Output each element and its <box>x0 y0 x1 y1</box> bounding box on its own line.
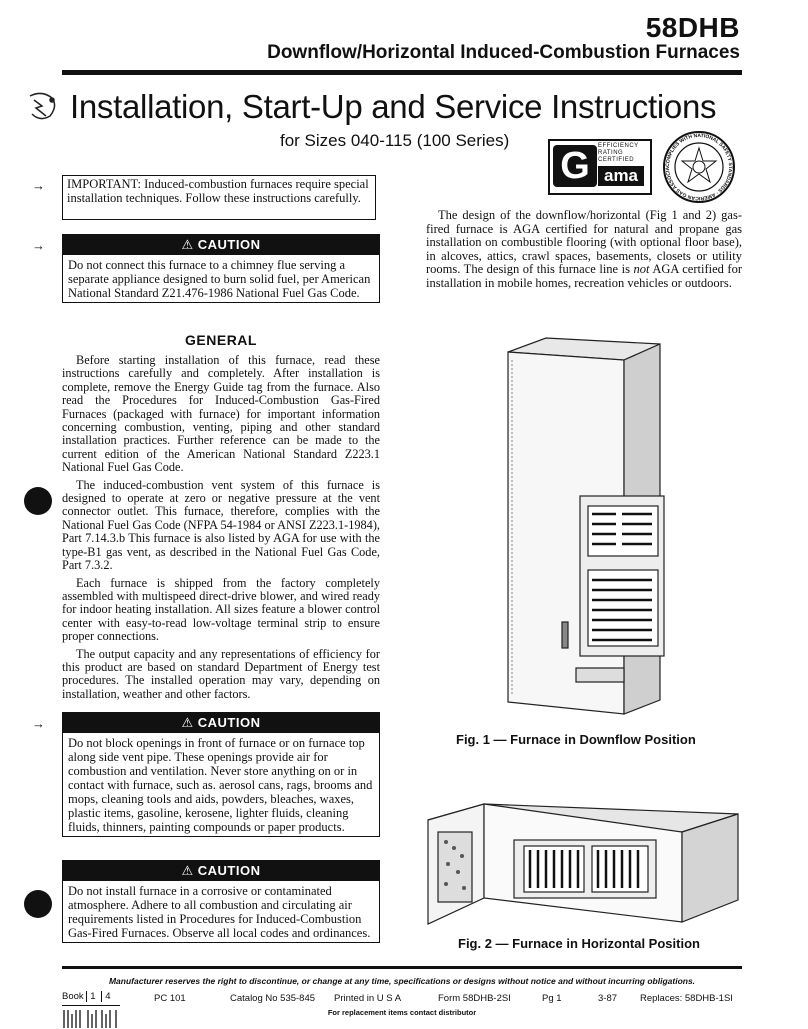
revision-dot <box>24 890 52 918</box>
footer-rule <box>62 966 742 969</box>
general-paragraph: The induced-combustion vent system of this furnace is designed to operate at zero or negative pressure at the vent connector outlet. This furnace, therefore, complies with the National Fuel Gas Code (NFPA 54-1984 or ANSI Z223.1-1984), Part 7.14.3.b This furnace is also listed by AGA for use with the type-B1 gas vent, as described in the National Fuel Gas Code, Part 7.3.2. <box>62 477 380 573</box>
general-section <box>62 354 380 705</box>
gama-g-letter: G <box>553 145 597 187</box>
section-heading-general: GENERAL <box>185 332 257 348</box>
furnace-horizontal-illustration <box>424 800 742 928</box>
caution-box-corrosive <box>62 860 380 943</box>
intro-paragraph: The design of the downflow/horizontal (Fig 1 and 2) gas-fired furnace is AGA certified for natural and propane gas installation on combustible flooring (with optional floor base), in alcoves, attics, crawl spaces, basements, closets or utility rooms. The design of this furnace line is not AGA certified for installation in mobile homes, recreation vehicles or outdoors. <box>426 208 742 290</box>
footer-form: Form 58DHB-2SI <box>438 993 511 1004</box>
aga-certification-seal <box>662 130 736 204</box>
book-tab-box: Book 1 4 <box>62 991 120 1006</box>
model-number: 58DHB <box>645 12 740 43</box>
gama-small-text: EFFICIENCY RATING CERTIFIED <box>598 143 639 163</box>
general-paragraph: Before starting installation of this furnace, read these instructions carefully and completely. After installation is complete, remove the Energy Guide tag from the furnace. Also read the Procedures for Induced-Combustion Gas-Fired Furnaces (packaged with furnace) for important information concerning combustion, venting, piping and other standard installation practices. Further reference can be made to the current edition of the American National Standard Z223.1 National Fuel Gas Code. <box>62 353 380 475</box>
gama-word: ama <box>598 166 644 186</box>
revision-arrow: → <box>32 178 45 193</box>
footer-printed: Printed in U S A <box>334 993 402 1004</box>
general-paragraph: The output capacity and any representations of efficiency for this product are based on standard Department of Energy test procedures. The installed operation may vary, depending on installation, weather and other factors. <box>62 646 380 701</box>
document-subtitle: Downflow/Horizontal Induced-Combustion Furnaces <box>267 42 740 63</box>
important-notice: IMPORTANT: Induced-combustion furnaces require special installation techniques. Follow these instructions carefully. <box>62 175 376 220</box>
general-paragraph: Each furnace is shipped from the factory completely assembled with multispeed direct-drive blower, and wired ready for indoor heating installation. All sizes feature a blower control center with easy-to-read low-voltage terminal strip to ensure proper connections. <box>62 575 380 644</box>
caution-text: Do not block openings in front of furnace or on furnace top along side vent pipe. These openings provide air for combustion and ventilation. Never store anything on or in contact with furnace, such as. aerosol cans, rags, brooms and mops, cleaning tools and aids, powders, bleaches, waxes, plastic items, gasoline, kerosene, lighter fluids, cleaning fluids, thinners, painting compounds or paper products. <box>68 736 373 834</box>
model-sizes: for Sizes 040-115 (100 Series) <box>280 131 510 150</box>
figure-2-caption: Fig. 2 — Furnace in Horizontal Position <box>458 936 700 951</box>
logo-mark-icon <box>22 90 62 124</box>
figure-1-caption: Fig. 1 — Furnace in Downflow Position <box>456 732 696 747</box>
caution-header: ⚠ CAUTION <box>63 713 379 733</box>
caution-box-chimney <box>62 234 380 303</box>
caution-text: Do not connect this furnace to a chimney flue serving a separate appliance designed to burn solid fuel, per American National Standard Z21.476-1986 National Fuel Gas Code. <box>68 258 371 300</box>
furnace-downflow-illustration <box>498 330 674 720</box>
footer-replacement-note: For replacement items contact distributor <box>327 1008 477 1017</box>
caution-header: ⚠ CAUTION <box>63 861 379 881</box>
footer-date: 3-87 <box>598 993 618 1004</box>
footer-catalog: Catalog No 535-845 <box>230 993 316 1004</box>
footer-disclaimer: Manufacturer reserves the right to discontinue, or change at any time, specifications or designs without notice and without incurring obligations. <box>108 976 696 986</box>
caution-box-openings <box>62 712 380 837</box>
emphasis-not: not <box>633 262 650 276</box>
page-title: Installation, Start-Up and Service Instructions <box>70 88 717 125</box>
footer-page: Pg 1 <box>542 993 562 1004</box>
caution-header: ⚠ CAUTION <box>63 235 379 255</box>
revision-dot <box>24 487 52 515</box>
revision-arrow: → <box>32 716 45 731</box>
footer-replaces: Replaces: 58DHB-1SI <box>640 993 733 1004</box>
caution-text: Do not install furnace in a corrosive or contaminated atmosphere. Adhere to all combustion and circulating air requirements listed in Procedures for Induced-Combustion Gas-Fired Furnaces. Observe all local codes and ordinances. <box>68 884 371 940</box>
header-rule <box>62 70 742 75</box>
svg-text:COMPLIES WITH NATIONAL SAFETY: COMPLIES WITH NATIONAL SAFETY STANDARDS · AMERICAN GAS ASSOCIA <box>664 132 734 202</box>
revision-arrow: → <box>32 238 45 253</box>
footer-pc: PC 101 <box>154 993 186 1004</box>
